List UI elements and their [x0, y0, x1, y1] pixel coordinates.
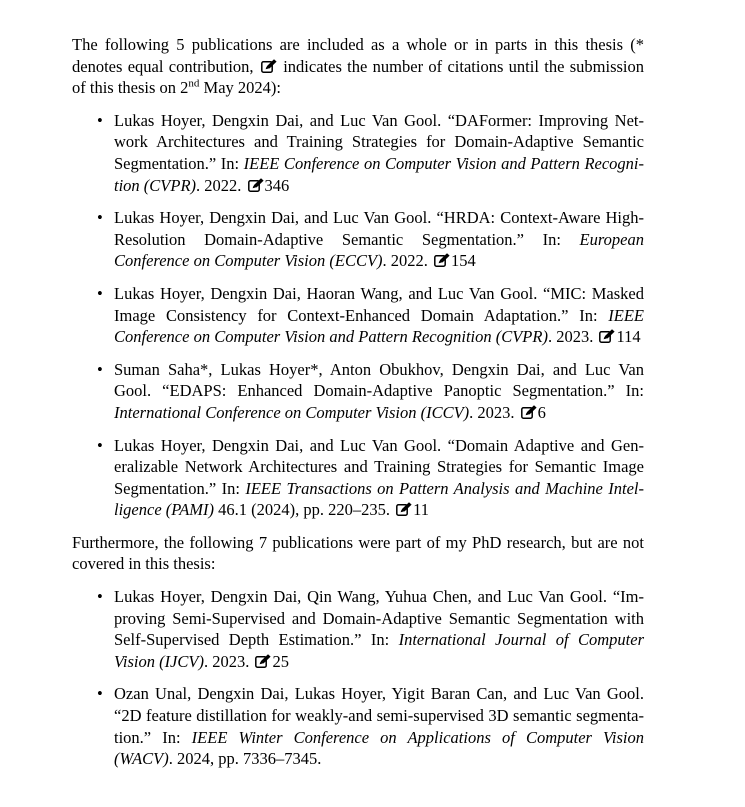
edit-square-icon [255, 654, 271, 668]
publication-item [72, 359, 644, 424]
other-intro-paragraph: Furthermore, the following 7 publications were part of my PhD research, but are not covered in this thesis: [72, 532, 644, 574]
publication-item [72, 435, 644, 521]
citation-count-wrap [515, 403, 546, 422]
intro-superscript: nd [188, 77, 200, 90]
publication-year-pages: . 2023. [547, 327, 594, 347]
citation-count-wrap [390, 500, 429, 519]
edit-square-icon [261, 59, 277, 73]
publication-venue: IEEE Winter Conference on Applications of Computer Vision (WACV) [114, 727, 644, 769]
citation-count: 346 [264, 175, 290, 195]
thesis-publication-list [72, 110, 644, 521]
publication-year-pages: . 2024, pp. 7336–7345. [168, 749, 322, 769]
publication-venue: IEEE Transactions on Pattern Analysis and Machine Intelligence (PAMI) [114, 478, 644, 520]
publication-year-pages: . 2023. [203, 651, 250, 671]
bullet: • [97, 684, 103, 704]
publication-authors-title: Lukas Hoyer, Dengxin Dai, and Luc Van Gool. “DAFormer: Improving Network Architectures and Training Strategies for Domain-Adaptive Semantic Segmentation.” In: [114, 110, 644, 173]
other-publication-list [72, 586, 644, 770]
citation-count: 114 [616, 327, 641, 347]
edit-square-icon [396, 502, 412, 516]
publication-authors-title: Lukas Hoyer, Dengxin Dai, Qin Wang, Yuhua Chen, and Luc Van Gool. “Improving Semi-Supervised and Domain-Adaptive Semantic Segmentation with Self-Supervised Depth Estimation.” In: [114, 587, 644, 650]
edit-square-icon [599, 329, 615, 343]
publication-venue: European Conference on Computer Vision (ECCV) [114, 229, 644, 271]
citation-count-wrap [428, 251, 476, 270]
publication-venue: International Conference on Computer Vision (ICCV) [114, 402, 470, 422]
citation-count-wrap [593, 327, 640, 346]
citation-count-wrap [249, 652, 289, 671]
publication-year-pages: 46.1 (2024), pp. 220–235. [214, 500, 391, 520]
publication-authors-title: Ozan Unal, Dengxin Dai, Lukas Hoyer, Yigit Baran Can, and Luc Van Gool. “2D feature distillation for weakly-and semi-supervised 3D semantic segmentation.” In: [114, 684, 644, 747]
citation-count: 154 [451, 251, 476, 271]
bullet: • [97, 435, 103, 455]
publication-authors-title: Lukas Hoyer, Dengxin Dai, Haoran Wang, and Luc Van Gool. “MIC: Masked Image Consistency for Context-Enhanced Domain Adaptation.” In: [114, 283, 644, 325]
bullet: • [97, 359, 103, 379]
publication-year-pages: . 2023. [469, 402, 515, 422]
bullet: • [97, 110, 103, 130]
citation-count-wrap [241, 176, 289, 195]
edit-square-icon [434, 253, 450, 267]
bullet: • [97, 283, 103, 303]
publication-authors-title: Lukas Hoyer, Dengxin Dai, and Luc Van Gool. “Domain Adaptive and Generalizable Network Architectures and Training Strategies for Semantic Image Segmentation.” In: [114, 435, 644, 498]
publication-venue: International Journal of Computer Vision (IJCV) [114, 630, 644, 671]
publication-authors-title: Suman Saha*, Lukas Hoyer*, Anton Obukhov, Dengxin Dai, and Luc Van Gool. “EDAPS: Enhanced Domain-Adaptive Panoptic Segmentation.” In: [114, 359, 644, 401]
publication-venue: IEEE Conference on Computer Vision and Pattern Recognition (CVPR) [114, 305, 644, 347]
intro-text-1: The following 5 publications are included as a whole or in parts in this thesis (* denotes equal contribution, [72, 35, 644, 76]
edit-square-icon [248, 178, 264, 192]
publication-item [72, 283, 644, 348]
publication-item [72, 110, 644, 196]
intro-text-2: indicates the number of citations until the submission of this thesis on 2 [72, 56, 645, 98]
edit-square-icon [521, 405, 537, 419]
publication-item [72, 586, 644, 672]
intro-paragraph [72, 34, 644, 99]
bullet: • [97, 587, 103, 607]
document-page [72, 34, 644, 781]
publication-item [72, 207, 644, 272]
publication-year-pages: . 2022. [196, 175, 242, 195]
intro-text-3: May 2024): [203, 78, 281, 98]
citation-count: 11 [413, 500, 430, 520]
bullet: • [97, 208, 103, 228]
publication-year-pages: . 2022. [382, 251, 428, 271]
citation-count: 25 [272, 651, 289, 671]
publication-authors-title: Lukas Hoyer, Dengxin Dai, and Luc Van Gool. “HRDA: Context-Aware High-Resolution Domain-Adaptive Semantic Segmentation.” In: [114, 208, 644, 249]
publication-item [72, 683, 644, 769]
citation-count: 6 [537, 402, 546, 422]
publication-venue: IEEE Conference on Computer Vision and Pattern Recognition (CVPR) [114, 153, 644, 195]
